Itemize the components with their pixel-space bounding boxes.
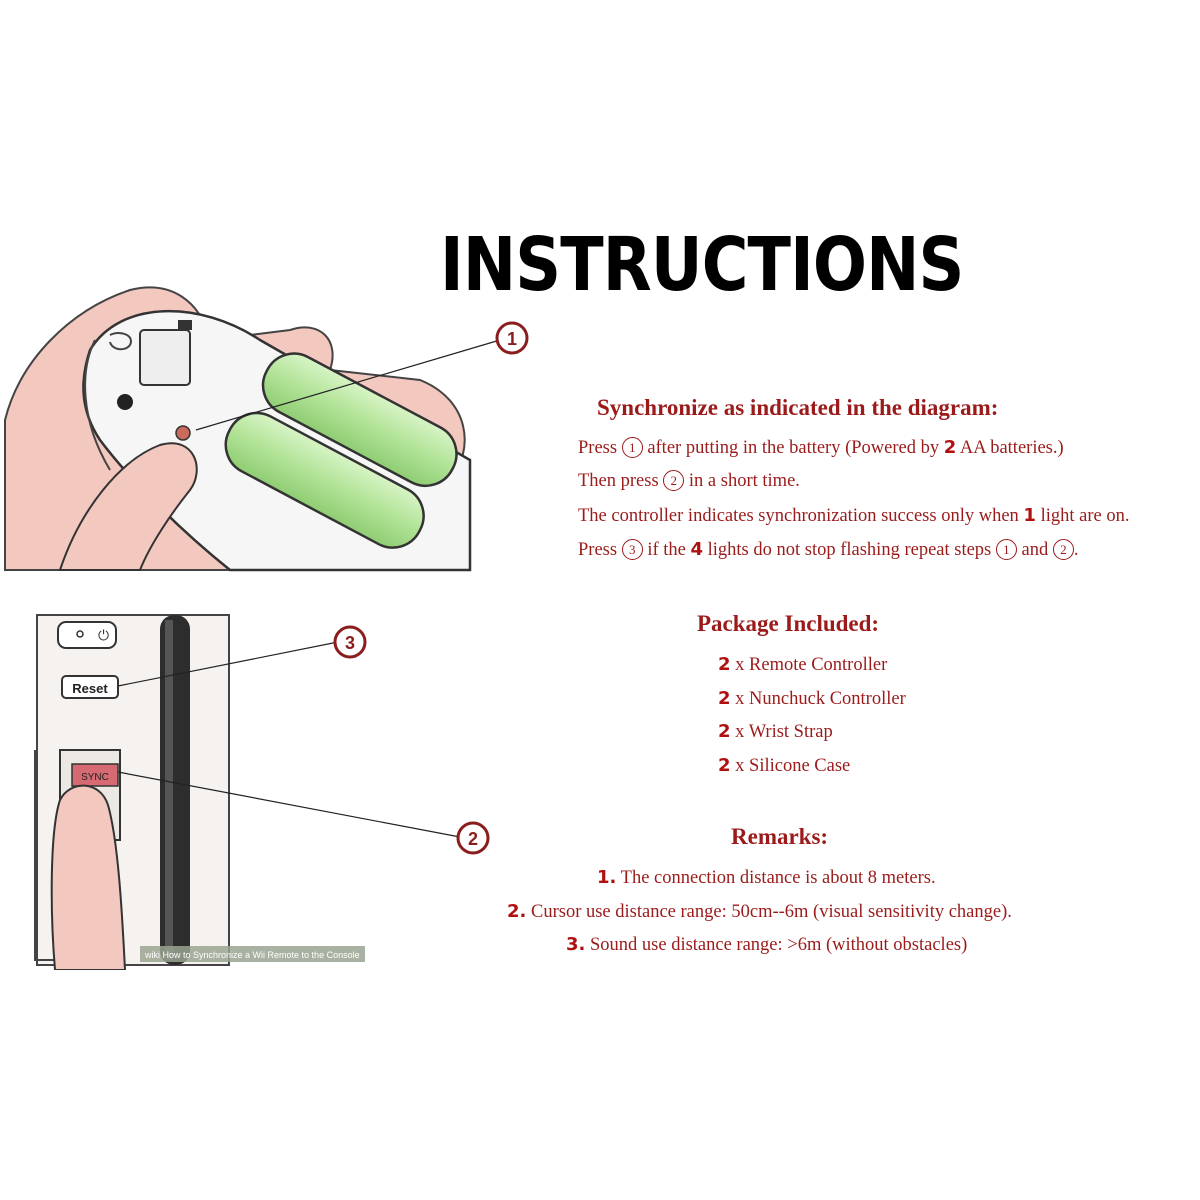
circled-number: 1 [996, 539, 1017, 560]
console-illustration [0, 610, 520, 970]
callout-2: 2 [467, 829, 479, 849]
circled-number: 2 [1053, 539, 1074, 560]
package-item: 2 x Wrist Strap [718, 721, 833, 742]
sync-heading: Synchronize as indicated in the diagram: [597, 395, 999, 420]
package-item: 2 x Nunchuck Controller [718, 688, 906, 709]
remark-item: 2. Cursor use distance range: 50cm--6m (visual sensitivity change). [507, 901, 1012, 922]
sync-step-3: The controller indicates synchronization success only when 1 light are on. [578, 505, 1130, 526]
circled-number: 3 [622, 539, 643, 560]
circled-number: 1 [622, 437, 643, 458]
svg-text:⏻: ⏻ [98, 628, 110, 644]
page-title: INSTRUCTIONS [440, 222, 964, 308]
sync-step-1: Press 1 after putting in the battery (Powered by 2 AA batteries.) [578, 437, 1064, 458]
package-item: 2 x Remote Controller [718, 654, 888, 675]
sync-step-4: Press 3 if the 4 lights do not stop flashing repeat steps 1 and 2 . [578, 539, 1079, 560]
sync-step-2: Then press 2 in a short time. [578, 471, 800, 491]
circled-number: 2 [663, 470, 684, 491]
package-heading: Package Included: [697, 611, 880, 636]
watermark: wiki How to Synchronize a Wii Remote to the Console [145, 950, 360, 960]
callout-3: 3 [344, 633, 356, 653]
reset-button-label: Reset [72, 681, 108, 696]
remarks-heading: Remarks: [731, 824, 829, 849]
callout-1: 1 [506, 329, 518, 349]
battery-illustration [0, 280, 540, 575]
remark-item: 3. Sound use distance range: >6m (without obstacles) [566, 934, 968, 955]
sync-button-label: SYNC [81, 772, 109, 783]
package-item: 2 x Silicone Case [718, 755, 851, 776]
remark-item: 1. The connection distance is about 8 meters. [597, 867, 936, 888]
